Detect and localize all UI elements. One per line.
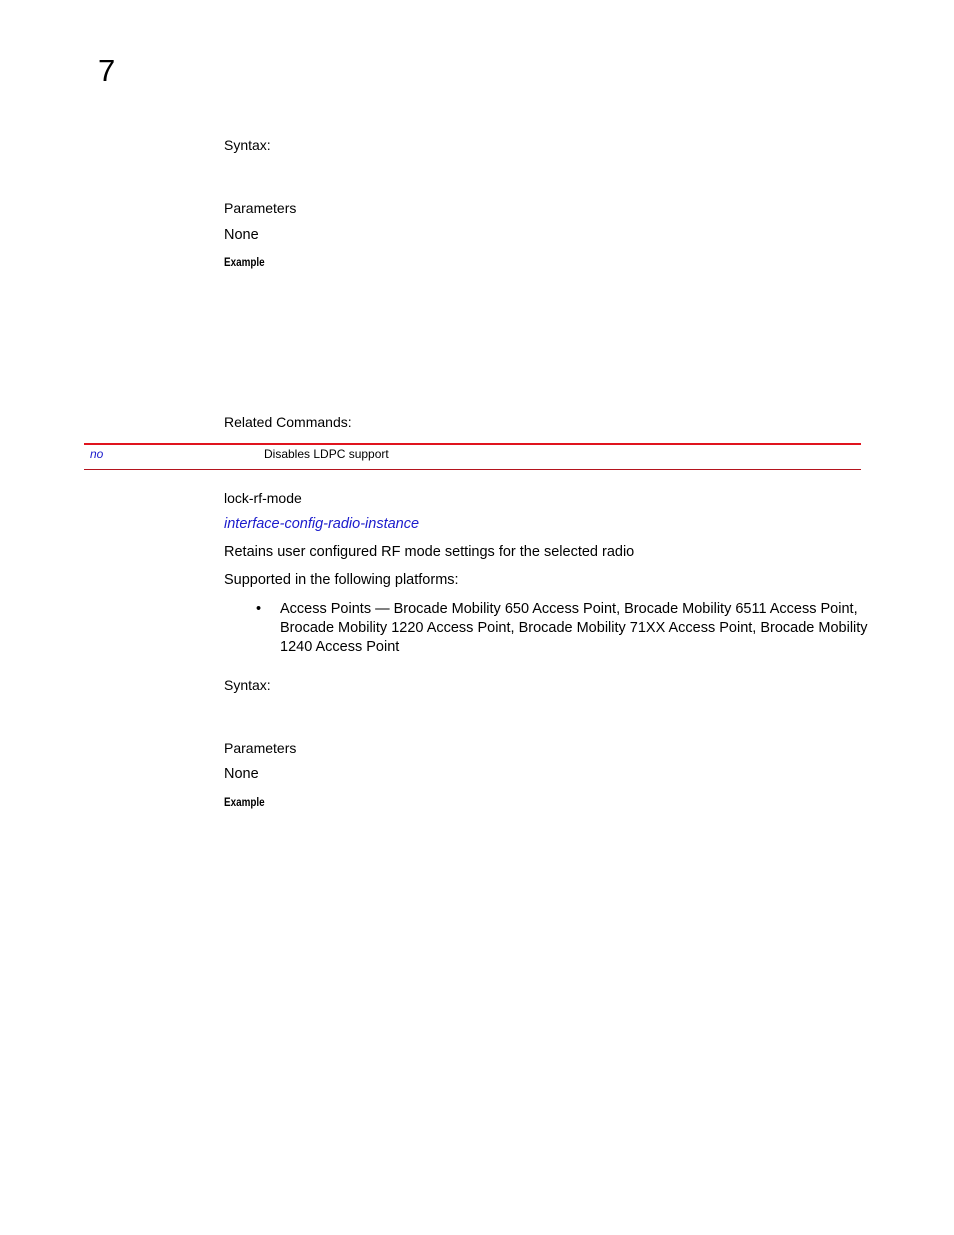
- parameters-heading-2: Parameters: [224, 740, 297, 756]
- related-commands-heading: Related Commands:: [224, 414, 352, 430]
- parameters-value-2: None: [224, 766, 259, 782]
- parameters-heading: Parameters: [224, 200, 297, 216]
- list-item: [256, 600, 876, 657]
- related-command-description: Disables LDPC support: [264, 447, 389, 461]
- syntax-heading-2: Syntax:: [224, 677, 271, 693]
- parameters-value: None: [224, 227, 259, 243]
- platforms-list: [256, 600, 876, 657]
- context-link[interactable]: interface-config-radio-instance: [224, 516, 420, 532]
- command-description: Retains user configured RF mode settings for the selected radio: [224, 544, 635, 560]
- chapter-number: 7: [98, 53, 116, 88]
- platform-text: Access Points — Brocade Mobility 650 Access Point, Brocade Mobility 6511 Access Point, Brocade Mobility 1220 Access Point, Brocade Mobility 71XX Access Point, Brocade Mobility 1240 Access Point: [280, 601, 868, 655]
- related-command-link-no[interactable]: no: [90, 447, 104, 461]
- example-heading: Example: [224, 257, 265, 269]
- bullet-icon: •: [256, 601, 262, 617]
- table-bottom-rule: [84, 469, 861, 470]
- platforms-intro: Supported in the following platforms:: [224, 572, 459, 588]
- table-top-rule: [84, 443, 861, 445]
- example-heading-2: Example: [224, 797, 265, 809]
- syntax-heading: Syntax:: [224, 137, 271, 153]
- command-title: lock-rf-mode: [224, 490, 302, 506]
